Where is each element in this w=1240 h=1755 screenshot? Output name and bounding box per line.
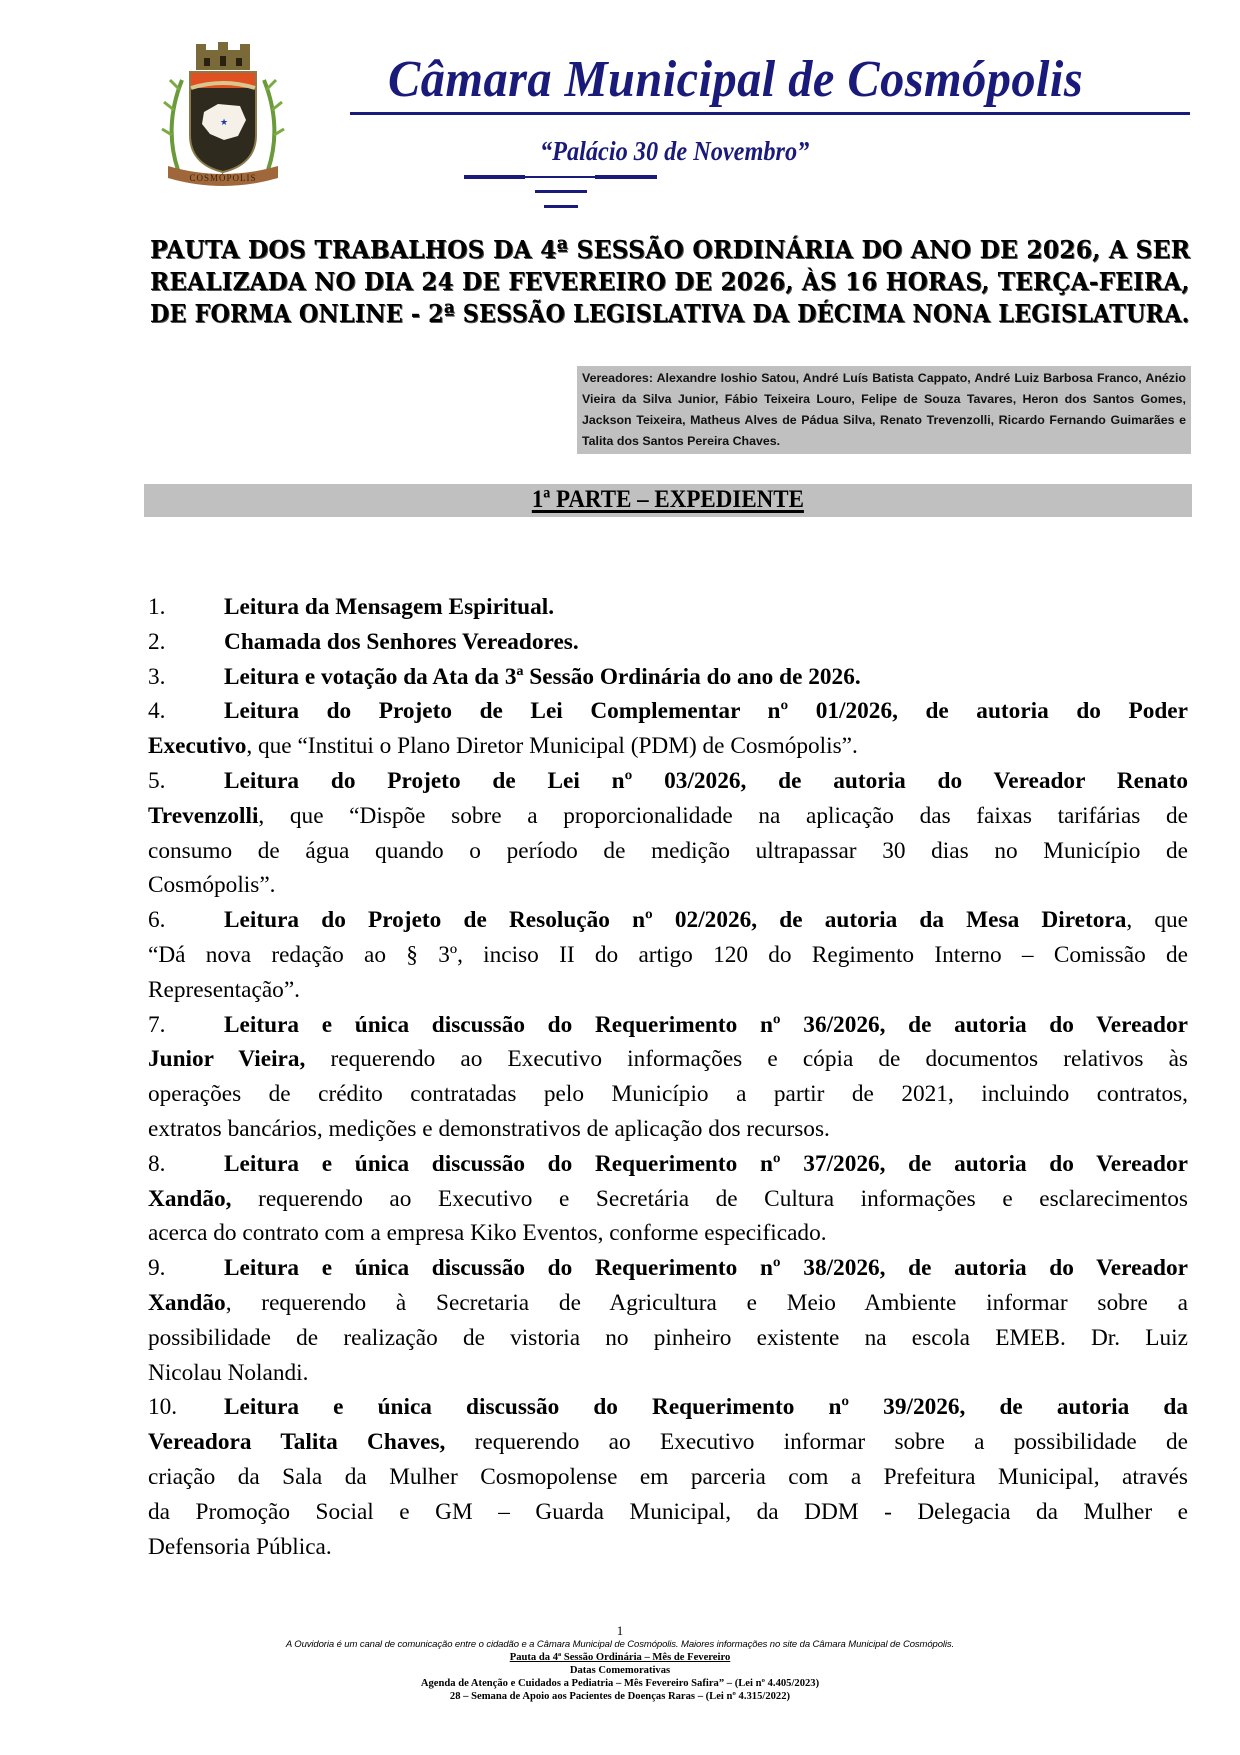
agenda-item-number: 3. [148, 663, 166, 690]
agenda-item-line [148, 625, 1188, 660]
agenda-item-line [148, 729, 1188, 764]
agenda-item-bold-text: Leitura do Projeto de Lei nº 03/2026, de autoria do Vereador Renato [224, 767, 1188, 794]
agenda-heading [150, 234, 1190, 330]
agenda-item-text: consumo de água quando o período de medição ultrapassar 30 dias no Município de [148, 837, 1188, 864]
agenda-item-text: operações de crédito contratadas pelo Município a partir de 2021, incluindo contratos, [148, 1081, 1188, 1108]
agenda-item-line [148, 660, 1188, 695]
footer-commemorative-date: 28 – Semana de Apoio aos Pacientes de Doenças Raras – (Lei nº 4.315/2022) [449, 1691, 791, 1702]
agenda-item-line [148, 1077, 1188, 1112]
agenda-item-line [148, 1182, 1188, 1217]
agenda-item-line [148, 1495, 1188, 1530]
agenda-item-line [148, 903, 1188, 938]
agenda-item-number: 10. [148, 1394, 178, 1421]
agenda-item-line [148, 1286, 1188, 1321]
agenda-item-line [148, 764, 1188, 799]
agenda-item-line [148, 1147, 1188, 1182]
agenda-item-line [148, 1112, 1188, 1147]
decorative-rule [544, 205, 578, 208]
agenda-item-text: , que “Institui o Plano Diretor Municipal (PDM) de Cosmópolis”. [246, 733, 858, 760]
agenda-item-text: acerca do contrato com a empresa Kiko Eventos, conforme especificado. [148, 1220, 827, 1247]
agenda-item-number: 1. [148, 594, 166, 620]
decorative-rule [595, 175, 657, 179]
agenda-item-bold-text: Trevenzolli [148, 802, 259, 829]
agenda-item-number: 4. [148, 698, 166, 725]
agenda-item-text: Representação”. [148, 976, 300, 1003]
agenda-item-text: , que [1126, 907, 1188, 934]
agenda-item-line [148, 590, 1188, 625]
agenda-item-text: “Dá nova redação ao § 3º, inciso II do artigo 120 do Regimento Interno – Comissão de [148, 941, 1188, 968]
agenda-item [148, 764, 1188, 903]
agenda-item-number: 5. [148, 767, 166, 794]
svg-text:★: ★ [219, 117, 229, 127]
agenda-item-bold-text: Xandão [148, 1289, 226, 1316]
agenda-item-bold-text: Chamada dos Senhores Vereadores. [224, 628, 579, 655]
agenda-item-line [148, 868, 1188, 903]
agenda-item-number: 8. [148, 1150, 166, 1177]
agenda-heading-line: REALIZADA NO DIA 24 DE FEVEREIRO DE 2026, ÀS 16 HORAS, TERÇA-FEIRA, [150, 267, 1190, 296]
agenda-item-number: 7. [148, 1011, 166, 1038]
agenda-item-line [148, 1008, 1188, 1043]
agenda-item-text: possibilidade de realização de vistoria no pinheiro existente na escola EMEB. Dr. Luiz [148, 1324, 1188, 1351]
agenda-item-line [148, 1216, 1188, 1251]
agenda-item-text: , requerendo à Secretaria de Agricultura e Meio Ambiente informar sobre a [225, 1289, 1188, 1316]
page-number: 1 [616, 1624, 624, 1638]
agenda-item-line [148, 1321, 1188, 1356]
decorative-rule [464, 175, 525, 179]
decorative-rule [535, 190, 587, 193]
agenda-item-text: requerendo ao Executivo informar sobre a possibilidade de [445, 1429, 1188, 1456]
agenda-item-number: 2. [148, 628, 166, 655]
agenda-item-bold-text: Leitura do Projeto de Resolução nº 02/2026, de autoria da Mesa Diretora [224, 907, 1127, 934]
agenda-item [148, 1147, 1188, 1251]
agenda-item-bold-text: Vereadora Talita Chaves, [148, 1429, 446, 1456]
agenda-item-text: da Promoção Social e GM – Guarda Municipal, da DDM - Delegacia da Mulher e [148, 1498, 1188, 1525]
agenda-item-line [148, 799, 1188, 834]
agenda-heading-line: PAUTA DOS TRABALHOS DA 4ª SESSÃO ORDINÁRIA DO ANO DE 2026, A SER [150, 235, 1191, 264]
agenda-item [148, 903, 1188, 1007]
agenda-item-line [148, 938, 1188, 973]
agenda-item-line [148, 1251, 1188, 1286]
agenda-heading-line: DE FORMA ONLINE - 2ª SESSÃO LEGISLATIVA DA DÉCIMA NONA LEGISLATURA. [150, 299, 1190, 328]
agenda-item [148, 590, 1188, 625]
crest-banner-text: COSMÓPOLIS [189, 173, 257, 183]
footer-dates-title: Datas Comemorativas [569, 1665, 671, 1676]
agenda-item-line [148, 973, 1188, 1008]
agenda-item-bold-text: Leitura da Mensagem Espiritual. [224, 594, 555, 620]
decorative-rule [525, 176, 595, 178]
agenda-item-text: Defensoria Pública. [148, 1533, 332, 1560]
agenda-item-bold-text: Leitura e votação da Ata da 3ª Sessão Ordinária do ano de 2026. [224, 663, 861, 690]
agenda-item-line [148, 1460, 1188, 1495]
agenda-item-number: 9. [148, 1255, 166, 1282]
councilmen-list-box: Vereadores: Alexandre Ioshio Satou, André Luís Batista Cappato, André Luiz Barbosa Franco, Anézio Vieira da Silva Junior, Fábio Teixeira Louro, Felipe de Souza Tavares, Heron dos Santos Gomes, Jackson Teixeira, Matheus Alves de Pádua Silva, Renato Trevenzolli, Ricardo Fernando Guimarães e Talita dos Santos Pereira Chaves. [577, 366, 1191, 454]
agenda-item [148, 1251, 1188, 1390]
agenda-item-bold-text: Xandão, [148, 1185, 232, 1212]
agenda-item-bold-text: Leitura e única discussão do Requerimento nº 38/2026, de autoria do Vereador [224, 1255, 1188, 1282]
section-header-bar [144, 484, 1192, 517]
agenda-item-line [148, 834, 1188, 869]
palace-subtitle: “Palácio 30 de Novembro” [540, 136, 810, 166]
agenda-item-bold-text: Leitura e única discussão do Requerimento nº 39/2026, de autoria da [224, 1394, 1188, 1421]
agenda-item-bold-text: Junior Vieira, [148, 1046, 306, 1073]
agenda-item-text: Nicolau Nolandi. [148, 1359, 309, 1386]
agenda-item [148, 625, 1188, 660]
agenda-item-bold-text: Executivo [148, 733, 247, 760]
agenda-item [148, 1390, 1188, 1564]
agenda-item-text: requerendo ao Executivo informações e cópia de documentos relativos às [305, 1046, 1188, 1073]
agenda-item-text: criação da Sala da Mulher Cosmopolense em parceria com a Prefeitura Municipal, através [148, 1463, 1188, 1490]
title-underline-divider [350, 112, 1190, 115]
agenda-item-text: requerendo ao Executivo e Secretária de Cultura informações e esclarecimentos [231, 1185, 1188, 1212]
agenda-item-line [148, 1356, 1188, 1391]
agenda-item-line [148, 1530, 1188, 1565]
agenda-item-text: , que “Dispõe sobre a proporcionalidade na aplicação das faixas tarifárias de [258, 802, 1188, 829]
agenda-item-line [148, 1390, 1188, 1425]
agenda-item [148, 660, 1188, 695]
footer-commemorative-date: Agenda de Atenção e Cuidados a Pediatria – Mês Fevereiro Safira” – (Lei nº 4.405/2023) [420, 1678, 820, 1689]
agenda-item-number: 6. [148, 907, 166, 934]
agenda-item-bold-text: Leitura e única discussão do Requerimento nº 37/2026, de autoria do Vereador [224, 1150, 1188, 1177]
agenda-item [148, 1008, 1188, 1147]
agenda-item-text: extratos bancários, medições e demonstrativos de aplicação dos recursos. [148, 1115, 830, 1142]
footer-agenda-title: Pauta da 4ª Sessão Ordinária – Mês de Fevereiro [509, 1652, 731, 1663]
agenda-item-bold-text: Leitura do Projeto de Lei Complementar nº 01/2026, de autoria do Poder [224, 698, 1188, 725]
agenda-item-line [148, 1425, 1188, 1460]
agenda-item-line [148, 694, 1188, 729]
organization-title: Câmara Municipal de Cosmópolis [388, 51, 1084, 108]
ouvidoria-notice: A Ouvidoria é um canal de comunicação entre o cidadão e a Câmara Municipal de Cosmópolis. Maiores informações no site da Câmara Municipal de Cosmópolis. [285, 1639, 955, 1650]
agenda-item [148, 694, 1188, 764]
agenda-item-text: Cosmópolis”. [148, 872, 276, 899]
agenda-items-list [148, 590, 1188, 1564]
municipal-crest-logo [160, 40, 286, 190]
page-footer [150, 1624, 1090, 1703]
section-title: 1ª PARTE – EXPEDIENTE [531, 486, 805, 513]
agenda-item-line [148, 1042, 1188, 1077]
agenda-item-bold-text: Leitura e única discussão do Requerimento nº 36/2026, de autoria do Vereador [224, 1011, 1188, 1038]
